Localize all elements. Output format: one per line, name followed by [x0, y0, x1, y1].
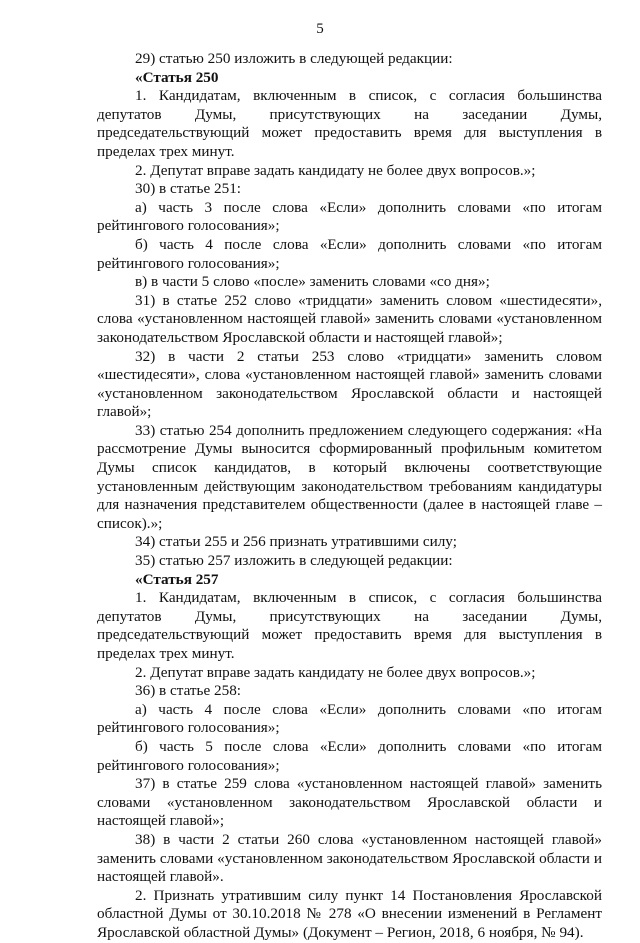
paragraph: б) часть 4 после слова «Если» дополнить словами «по итогам рейтингового голосования»; [97, 235, 602, 272]
paragraph: 34) статьи 255 и 256 признать утратившими силу; [135, 533, 457, 551]
article-heading: «Статья 250 [135, 68, 219, 86]
paragraph: 1. Кандидатам, включенным в список, с согласия большинства депутатов Думы, присутствующих на заседании Думы, председательствующий может предоставить время для выступления в пределах трех минут. [97, 589, 602, 662]
paragraph: 38) в части 2 статьи 260 слова «установленном настоящей главой» заменить словами «установленном законодательством Ярославской области и настоящей главой». [97, 830, 602, 886]
paragraph: 30) в статье 251: [135, 180, 242, 198]
paragraph: б) часть 5 после слова «Если» дополнить словами «по итогам рейтингового голосования»; [97, 737, 602, 774]
paragraph: в) в части 5 слово «после» заменить словами «со дня»; [135, 273, 490, 291]
document-body [97, 50, 602, 943]
paragraph: 37) в статье 259 слова «установленном настоящей главой» заменить словами «установленном законодательством Ярославской области и настоящей главой»; [97, 775, 602, 830]
page-number: 5 [316, 21, 324, 37]
paragraph: 2. Признать утратившим силу пункт 14 Постановления Ярославской областной Думы от 30.10.2018 № 278 «О внесении изменений в Регламент Ярославской областной Думы» (Документ – Регион, 2018, 6 ноября, № 94). [97, 886, 602, 941]
paragraph: 32) в части 2 статьи 253 слово «тридцати» заменить словом «шестидесяти», слова «установленном настоящей главой» заменить словами «установленном законодательством Ярославской области и настоящей главой»; [97, 347, 602, 421]
paragraph: 33) статью 254 дополнить предложением следующего содержания: «На рассмотрение Думы выносится сформированный профильным комитетом Думы список кандидатов, в который включены соответствующие установленным действующим законодательством требованиям кандидатуры для назначения представителем общественности (далее в настоящей главе – список).»; [97, 421, 602, 532]
paragraph: 36) в статье 258: [135, 682, 242, 700]
paragraph: 2. Депутат вправе задать кандидату не более двух вопросов.»; [135, 161, 536, 179]
paragraph: а) часть 3 после слова «Если» дополнить словами «по итогам рейтингового голосования»; [97, 198, 602, 235]
paragraph: 35) статью 257 изложить в следующей редакции: [135, 552, 453, 570]
article-heading: «Статья 257 [135, 570, 219, 588]
paragraph: 1. Кандидатам, включенным в список, с согласия большинства депутатов Думы, присутствующих на заседании Думы, председательствующий может предоставить время для выступления в пределах трех минут. [97, 87, 602, 160]
paragraph: 29) статью 250 изложить в следующей редакции: [135, 50, 453, 67]
paragraph: а) часть 4 после слова «Если» дополнить словами «по итогам рейтингового голосования»; [97, 700, 602, 737]
paragraph: 2. Депутат вправе задать кандидату не более двух вопросов.»; [135, 663, 536, 681]
paragraph: 31) в статье 252 слово «тридцати» заменить словом «шестидесяти», слова «установленном настоящей главой» заменить словами «установленном законодательством Ярославской области и настоящей главой»; [97, 291, 602, 346]
